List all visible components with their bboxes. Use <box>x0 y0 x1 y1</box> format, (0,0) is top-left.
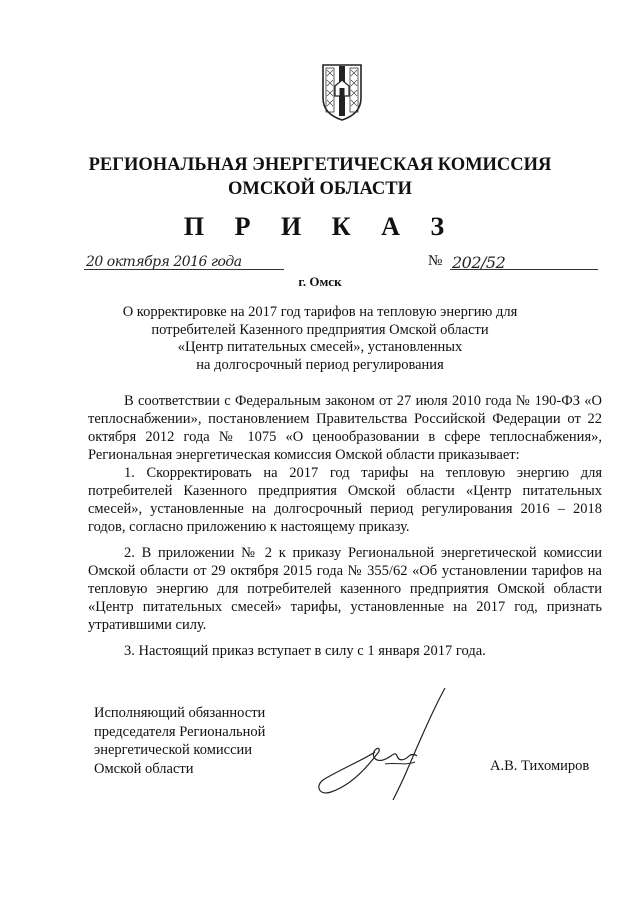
number-underline <box>450 269 598 270</box>
position-line: Исполняющий обязанности <box>94 705 266 721</box>
coat-of-arms-icon <box>320 62 364 122</box>
order-item-2: 2. В приложении № 2 к приказу Региональной энергетической комиссии Омской области от 29 октября 2015 года № 355/62 «Об установлении тарифов на тепловую энергию для потребителей казенного предприятия Омской области «Центр питательных смесей» тарифы, установленные на 2017 год, признать утратившими силу. <box>88 545 602 633</box>
organization-name-line2: ОМСКОЙ ОБЛАСТИ <box>227 179 413 199</box>
handwritten-number: 202/52 <box>452 253 506 272</box>
position-line: энергетической комиссии <box>94 742 253 758</box>
signatory-position <box>94 704 314 778</box>
document-body <box>88 392 602 668</box>
position-line: председателя Региональной <box>94 723 266 740</box>
document-subject <box>100 304 540 374</box>
city: г. Омск <box>298 274 342 289</box>
number-label: № <box>428 253 443 269</box>
handwritten-date: 20 октября 2016 года <box>86 254 242 270</box>
document-title: П Р И К А З <box>183 212 457 241</box>
handwritten-signature <box>305 680 455 810</box>
order-item-1: 1. Скорректировать на 2017 год тарифы на тепловую энергию для потребителей Казенного предприятия Омской области «Центр питательных смесей», установленные на долгосрочный период регулирования 2016 – 2018 годов, согласно приложению к настоящему приказу. <box>88 465 602 535</box>
subject-line: потребителей Казенного предприятия Омской области <box>151 321 489 338</box>
order-item-3: 3. Настоящий приказ вступает в силу с 1 января 2017 года. <box>124 643 486 659</box>
position-line: Омской области <box>94 760 194 777</box>
subject-line: «Центр питательных смесей», установленных <box>177 339 463 355</box>
preamble-paragraph: В соответствии с Федеральным законом от 27 июля 2010 года № 190-ФЗ «О теплоснабжении», постановлением Правительства Российской Федерации от 22 октября 2012 года № 1075 «О ценообразовании в сфере теплоснабжения», Региональная энергетическая комиссия Омской области приказывает: <box>88 393 602 463</box>
subject-line: О корректировке на 2017 год тарифов на тепловую энергию для <box>122 304 518 320</box>
signatory-name: А.В. Тихомиров <box>490 758 590 774</box>
organization-name-line1: РЕГИОНАЛЬНАЯ ЭНЕРГЕТИЧЕСКАЯ КОМИССИЯ <box>88 155 552 175</box>
date-underline <box>84 269 284 270</box>
subject-line: на долгосрочный период регулирования <box>196 356 444 373</box>
